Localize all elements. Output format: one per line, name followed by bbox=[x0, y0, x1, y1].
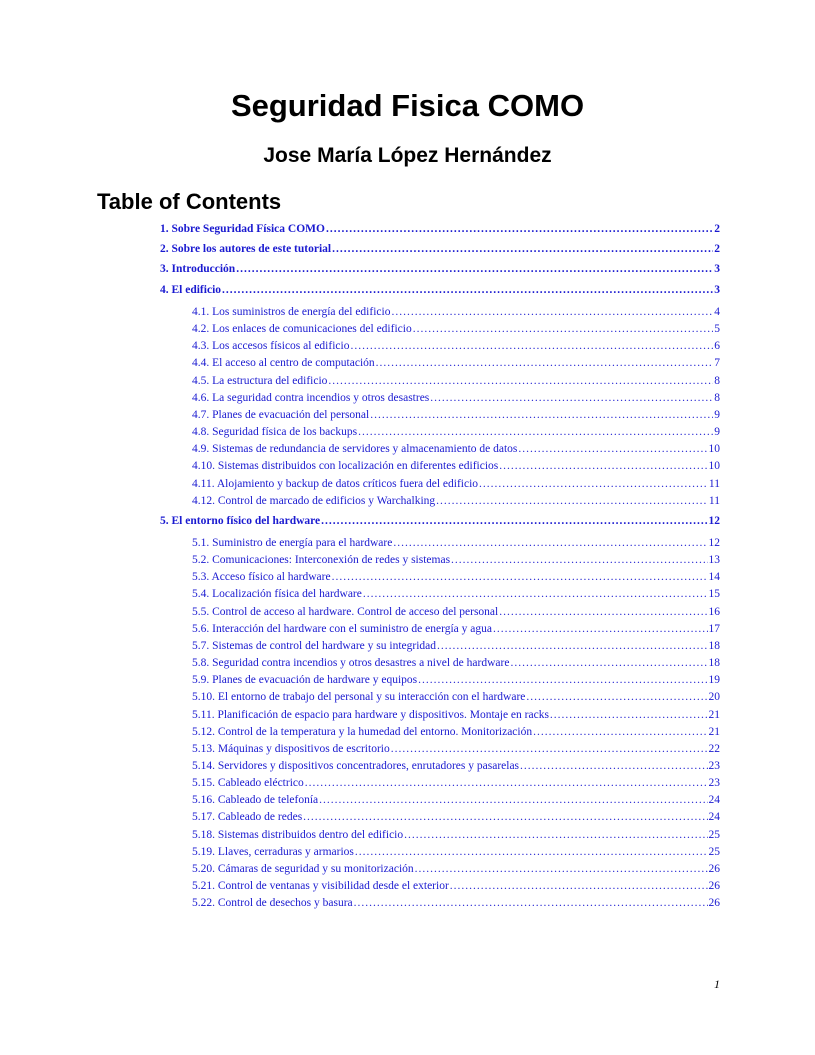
toc-entry-page: 12 bbox=[708, 537, 720, 549]
toc-entry-page: 25 bbox=[708, 845, 720, 858]
toc-entry-label: 5.22. Control de desechos y basura bbox=[192, 897, 353, 910]
toc-entry-page: 10 bbox=[708, 443, 720, 456]
toc-entry-page: 21 bbox=[708, 725, 720, 738]
toc-entry-label: 5.8. Seguridad contra incendios y otros desastres a nivel de hardware bbox=[192, 657, 510, 670]
toc-entry-label: 3. Introducción bbox=[160, 263, 236, 275]
toc-dot-leader bbox=[355, 844, 708, 860]
toc-entry-label: 4.9. Sistemas de redundancia de servidores y almacenamiento de datos bbox=[192, 443, 518, 456]
toc-entry-label: 5.17. Cableado de redes bbox=[192, 811, 303, 824]
toc-entry-page: 25 bbox=[708, 828, 720, 841]
toc-section-link[interactable] bbox=[192, 707, 720, 723]
toc-entry-page: 11 bbox=[708, 477, 720, 490]
toc-entry-label: 1. Sobre Seguridad Física COMO bbox=[160, 223, 325, 235]
toc-entry-label: 5.4. Localización física del hardware bbox=[192, 588, 362, 601]
toc-section-link[interactable] bbox=[192, 604, 720, 620]
toc-entry-label: 5.10. El entorno de trabajo del personal y su interacción con el hardware bbox=[192, 691, 526, 704]
toc-dot-leader bbox=[499, 604, 707, 620]
toc-dot-leader bbox=[354, 895, 708, 911]
toc-dot-leader bbox=[376, 355, 714, 371]
toc-section-link[interactable] bbox=[192, 827, 720, 843]
toc-section-link[interactable] bbox=[192, 672, 720, 688]
toc-entry-label: 4.1. Los suministros de energía del edificio bbox=[192, 306, 391, 318]
toc-entry-label: 4.2. Los enlaces de comunicaciones del edificio bbox=[192, 323, 412, 336]
toc-dot-leader bbox=[236, 261, 713, 277]
toc-entry-page: 5 bbox=[714, 323, 720, 336]
toc-entry-page: 9 bbox=[714, 408, 720, 421]
toc-dot-leader bbox=[222, 282, 713, 298]
toc-entry-page: 26 bbox=[708, 897, 720, 910]
toc-entry-page: 10 bbox=[708, 460, 720, 473]
toc-dot-leader bbox=[550, 707, 708, 723]
toc-section-link[interactable] bbox=[192, 373, 720, 389]
toc-entry-page: 3 bbox=[714, 263, 720, 275]
toc-entry-label: 4.11. Alojamiento y backup de datos críticos fuera del edificio bbox=[192, 477, 479, 490]
toc-entry-label: 5.14. Servidores y dispositivos concentradores, enrutadores y pasarelas bbox=[192, 759, 520, 772]
toc-entry-label: 5.3. Acceso físico al hardware bbox=[192, 571, 331, 584]
toc-entry-page: 22 bbox=[708, 742, 720, 755]
toc-entry-label: 5.16. Cableado de telefonía bbox=[192, 794, 319, 807]
toc-entry-page: 6 bbox=[714, 340, 720, 353]
toc-section-link[interactable] bbox=[192, 535, 720, 551]
toc-section-link[interactable] bbox=[192, 424, 720, 440]
toc-section-link[interactable] bbox=[192, 586, 720, 602]
toc-dot-leader bbox=[510, 655, 707, 671]
toc-entry-label: 4.7. Planes de evacuación del personal bbox=[192, 408, 370, 421]
toc-section-link[interactable] bbox=[192, 861, 720, 877]
toc-section-link[interactable] bbox=[192, 458, 720, 474]
toc-entry-label: 5.13. Máquinas y dispositivos de escritorio bbox=[192, 742, 390, 755]
toc-dot-leader bbox=[493, 621, 708, 637]
toc-section-link[interactable] bbox=[192, 844, 720, 860]
toc-section-link[interactable] bbox=[192, 355, 720, 371]
toc-entry-label: 4.10. Sistemas distribuidos con localización en diferentes edificios bbox=[192, 460, 499, 473]
toc-entry-label: 5.7. Sistemas de control del hardware y su integridad bbox=[192, 639, 436, 652]
toc-entry-label: 5.5. Control de acceso al hardware. Control de acceso del personal bbox=[192, 605, 499, 618]
toc-dot-leader bbox=[391, 304, 713, 320]
toc-section-link[interactable] bbox=[192, 895, 720, 911]
toc-section-link[interactable] bbox=[192, 476, 720, 492]
toc-entry-label: 5. El entorno físico del hardware bbox=[160, 515, 321, 527]
toc-entry-page: 4 bbox=[714, 306, 720, 318]
toc-section-link[interactable] bbox=[192, 407, 720, 423]
toc-entry-page: 7 bbox=[714, 357, 720, 370]
toc-entry-label: 5.6. Interacción del hardware con el suministro de energía y agua bbox=[192, 622, 492, 635]
toc-dot-leader bbox=[326, 221, 713, 237]
toc-dot-leader bbox=[404, 827, 707, 843]
toc-section-link[interactable] bbox=[192, 621, 720, 637]
toc-entry-page: 18 bbox=[708, 639, 720, 652]
toc-entry-label: 4.5. La estructura del edificio bbox=[192, 374, 328, 387]
toc-dot-leader bbox=[430, 390, 713, 406]
toc-entry-page: 14 bbox=[708, 571, 720, 584]
toc-entry-page: 23 bbox=[708, 777, 720, 790]
toc-dot-leader bbox=[328, 373, 713, 389]
toc-section-link[interactable] bbox=[192, 638, 720, 654]
toc-entry-page: 2 bbox=[714, 243, 720, 255]
toc-dot-leader bbox=[303, 809, 707, 825]
toc-section-link[interactable] bbox=[192, 792, 720, 808]
toc-entry-label: 2. Sobre los autores de este tutorial bbox=[160, 243, 332, 255]
toc-section-link[interactable] bbox=[192, 338, 720, 354]
toc-dot-leader bbox=[418, 672, 707, 688]
toc-entry-page: 12 bbox=[708, 515, 720, 527]
toc-entry-page: 13 bbox=[708, 554, 720, 567]
toc-entry-label: 4.12. Control de marcado de edificios y Warchalking bbox=[192, 494, 436, 507]
toc-entry-page: 18 bbox=[708, 657, 720, 670]
toc-section-link[interactable] bbox=[192, 493, 720, 509]
toc-dot-leader bbox=[479, 476, 708, 492]
toc-dot-leader bbox=[393, 535, 707, 551]
toc-dot-leader bbox=[451, 552, 707, 568]
toc-entry-page: 23 bbox=[708, 759, 720, 772]
toc-chapter-link[interactable] bbox=[160, 221, 720, 237]
toc-dot-leader bbox=[321, 513, 707, 529]
toc-entry-label: 5.2. Comunicaciones: Interconexión de redes y sistemas bbox=[192, 554, 451, 567]
toc-section-link[interactable] bbox=[192, 569, 720, 585]
toc-dot-leader bbox=[305, 775, 708, 791]
toc-entry-label: 4.8. Seguridad física de los backups bbox=[192, 426, 358, 439]
toc-entry-label: 5.1. Suministro de energía para el hardware bbox=[192, 537, 393, 549]
toc-entry-page: 17 bbox=[708, 622, 720, 635]
toc-dot-leader bbox=[450, 878, 708, 894]
toc-entry-label: 5.12. Control de la temperatura y la humedad del entorno. Monitorización bbox=[192, 725, 533, 738]
toc-section-link[interactable] bbox=[192, 809, 720, 825]
toc-chapter-link[interactable] bbox=[160, 261, 720, 277]
toc-entry-label: 5.20. Cámaras de seguridad y su monitorización bbox=[192, 862, 414, 875]
toc-entry-label: 4.6. La seguridad contra incendios y otros desastres bbox=[192, 391, 430, 404]
toc-section-link[interactable] bbox=[192, 878, 720, 894]
toc-entry-page: 19 bbox=[708, 674, 720, 687]
document-title: Seguridad Fisica COMO bbox=[230, 88, 585, 123]
toc-section-link[interactable] bbox=[192, 441, 720, 457]
toc-section-link[interactable] bbox=[192, 552, 720, 568]
page-number: 1 bbox=[714, 977, 720, 991]
toc-entry-page: 24 bbox=[708, 794, 720, 807]
toc-entry-label: 5.11. Planificación de espacio para hardware y dispositivos. Montaje en racks bbox=[192, 708, 549, 721]
toc-section-link[interactable] bbox=[192, 390, 720, 406]
toc-dot-leader bbox=[413, 321, 714, 337]
toc-entry-label: 4.3. Los accesos físicos al edificio bbox=[192, 340, 350, 353]
toc-entry-page: 26 bbox=[708, 862, 720, 875]
toc-section-link[interactable] bbox=[192, 741, 720, 757]
toc-dot-leader bbox=[415, 861, 708, 877]
toc-entry-page: 8 bbox=[714, 391, 720, 404]
toc-entry-label: 5.15. Cableado eléctrico bbox=[192, 777, 304, 790]
toc-heading: Table of Contents bbox=[97, 189, 282, 214]
toc-entry-label: 4. El edificio bbox=[160, 284, 222, 296]
toc-section-link[interactable] bbox=[192, 655, 720, 671]
toc-chapter-link[interactable] bbox=[160, 282, 720, 298]
toc-dot-leader bbox=[391, 741, 708, 757]
toc-entry-label: 4.4. El acceso al centro de computación bbox=[192, 357, 375, 370]
toc-entry-label: 5.19. Llaves, cerraduras y armarios bbox=[192, 845, 354, 858]
toc-section-link[interactable] bbox=[192, 321, 720, 337]
toc-dot-leader bbox=[533, 724, 707, 740]
toc-entry-page: 3 bbox=[714, 284, 720, 296]
toc-entry-label: 5.18. Sistemas distribuidos dentro del edificio bbox=[192, 828, 404, 841]
toc-entry-page: 15 bbox=[708, 588, 720, 601]
toc-dot-leader bbox=[518, 441, 707, 457]
toc-dot-leader bbox=[436, 493, 708, 509]
toc-dot-leader bbox=[332, 569, 708, 585]
toc-entry-page: 20 bbox=[708, 691, 720, 704]
toc-entry-page: 11 bbox=[708, 494, 720, 507]
toc-entry-label: 5.21. Control de ventanas y visibilidad desde el exterior bbox=[192, 880, 449, 892]
toc-section-link[interactable] bbox=[192, 689, 720, 705]
toc-dot-leader bbox=[350, 338, 713, 354]
toc-entry-page: 8 bbox=[714, 374, 720, 387]
toc-section-link[interactable] bbox=[192, 304, 720, 320]
toc-dot-leader bbox=[370, 407, 713, 423]
toc-entry-page: 21 bbox=[708, 708, 720, 721]
toc-dot-leader bbox=[358, 424, 713, 440]
toc-section-link[interactable] bbox=[192, 758, 720, 774]
document-author: Jose María López Hernández bbox=[263, 144, 552, 167]
toc-section-link[interactable] bbox=[192, 724, 720, 740]
toc-chapter-link[interactable] bbox=[160, 241, 720, 257]
toc-dot-leader bbox=[526, 689, 707, 705]
toc-dot-leader bbox=[499, 458, 707, 474]
toc-chapter-link[interactable] bbox=[160, 513, 720, 529]
toc-section-link[interactable] bbox=[192, 775, 720, 791]
toc-entry-page: 16 bbox=[708, 605, 720, 618]
toc-dot-leader bbox=[332, 241, 713, 257]
toc-entry-label: 5.9. Planes de evacuación de hardware y equipos bbox=[192, 674, 418, 687]
toc-dot-leader bbox=[520, 758, 707, 774]
toc-dot-leader bbox=[363, 586, 708, 602]
toc-entry-page: 24 bbox=[708, 811, 720, 824]
toc-entry-page: 2 bbox=[714, 223, 720, 235]
toc-entry-page: 9 bbox=[714, 426, 720, 439]
toc-dot-leader bbox=[319, 792, 707, 808]
toc-entry-page: 26 bbox=[708, 880, 720, 892]
toc-dot-leader bbox=[437, 638, 708, 654]
